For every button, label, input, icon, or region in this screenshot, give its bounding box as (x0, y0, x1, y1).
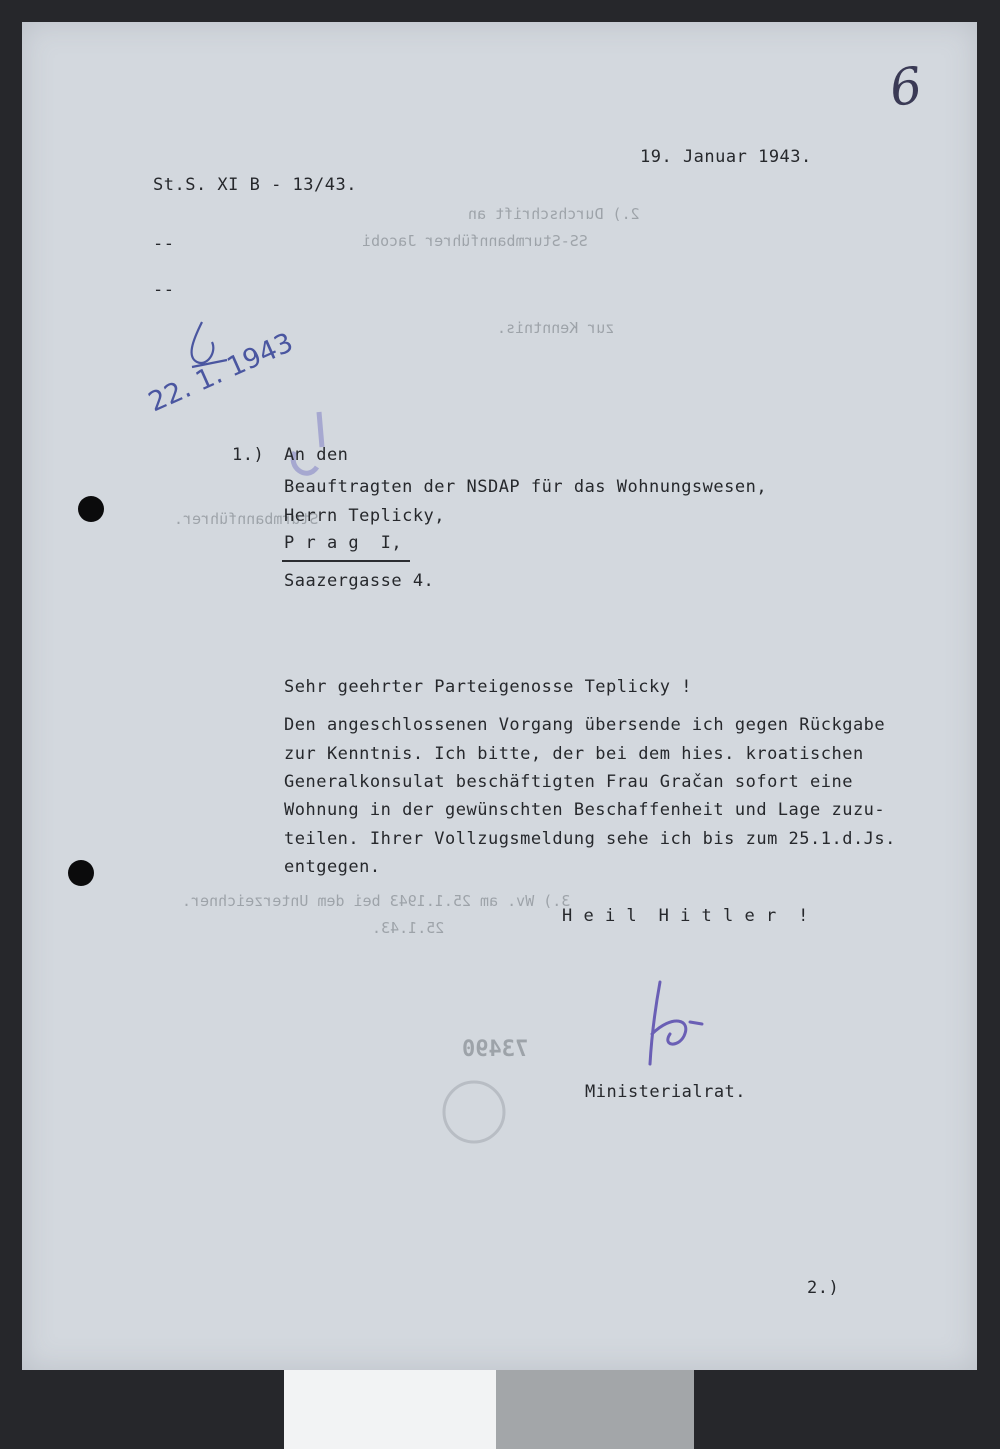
bleed-through-line: 25.1.43. (372, 919, 445, 937)
bleed-through-line: zur Kenntnis. (497, 319, 615, 337)
document-page (22, 22, 977, 1370)
recipient-line: Beauftragten der NSDAP für das Wohnungswesen, (284, 477, 768, 497)
handwritten-page-number: 6 (886, 56, 926, 118)
reference-number: St.S. XI B - 13/43. (153, 175, 357, 195)
body-line: zur Kenntnis. Ich bitte, der bei dem hies. kroatischen (284, 744, 864, 764)
salutation: Sehr geehrter Parteigenosse Teplicky ! (284, 677, 692, 697)
bleed-through-line: Sturmbannführer. (174, 510, 319, 528)
bleed-through-line: SS-Sturmbannführer Jacobi (362, 232, 588, 250)
recipient-street: Saazergasse 4. (284, 571, 435, 591)
signature-title: Ministerialrat. (585, 1082, 747, 1102)
city-underline (282, 560, 410, 562)
handwritten-signature (622, 974, 732, 1084)
bleed-through-line: 3.) Wv. am 25.1.1943 bei dem Unterzeichner. (182, 892, 571, 910)
recipient-line: An den (284, 445, 349, 465)
handwritten-received-date: 22. 1. 1943 (144, 327, 298, 419)
dash-line: -- (153, 280, 175, 300)
bleed-through-line: 2.) Durchschrift an (468, 205, 640, 223)
punch-hole (78, 496, 104, 522)
punch-hole (68, 860, 94, 886)
calibration-strip-gray (496, 1370, 694, 1449)
recipient-city: P r a g I, (284, 533, 403, 553)
recipient-number: 1.) (232, 445, 265, 465)
pencil-initial-mark (172, 312, 242, 382)
closing: H e i l H i t l e r ! (562, 906, 809, 926)
body-line: Wohnung in der gewünschten Beschaffenheit und Lage zuzu- (284, 800, 886, 820)
calibration-strip-white (284, 1370, 496, 1449)
next-page-marker-visible: 2.) (807, 1278, 840, 1298)
recipient-line: Herrn Teplicky, (284, 506, 446, 526)
body-line: teilen. Ihrer Vollzugsmeldung sehe ich bis zum 25.1.d.Js. (284, 829, 896, 849)
body-line: Den angeschlossenen Vorgang übersende ich gegen Rückgabe (284, 715, 886, 735)
body-line: Generalkonsulat beschäftigten Frau Gračan sofort eine (284, 772, 853, 792)
bleed-stamp (434, 1077, 514, 1147)
body-line: entgegen. (284, 857, 381, 877)
bleed-through-line: 73490 (462, 1037, 529, 1062)
letter-date: 19. Januar 1943. (640, 147, 812, 167)
dash-line: -- (153, 234, 175, 254)
